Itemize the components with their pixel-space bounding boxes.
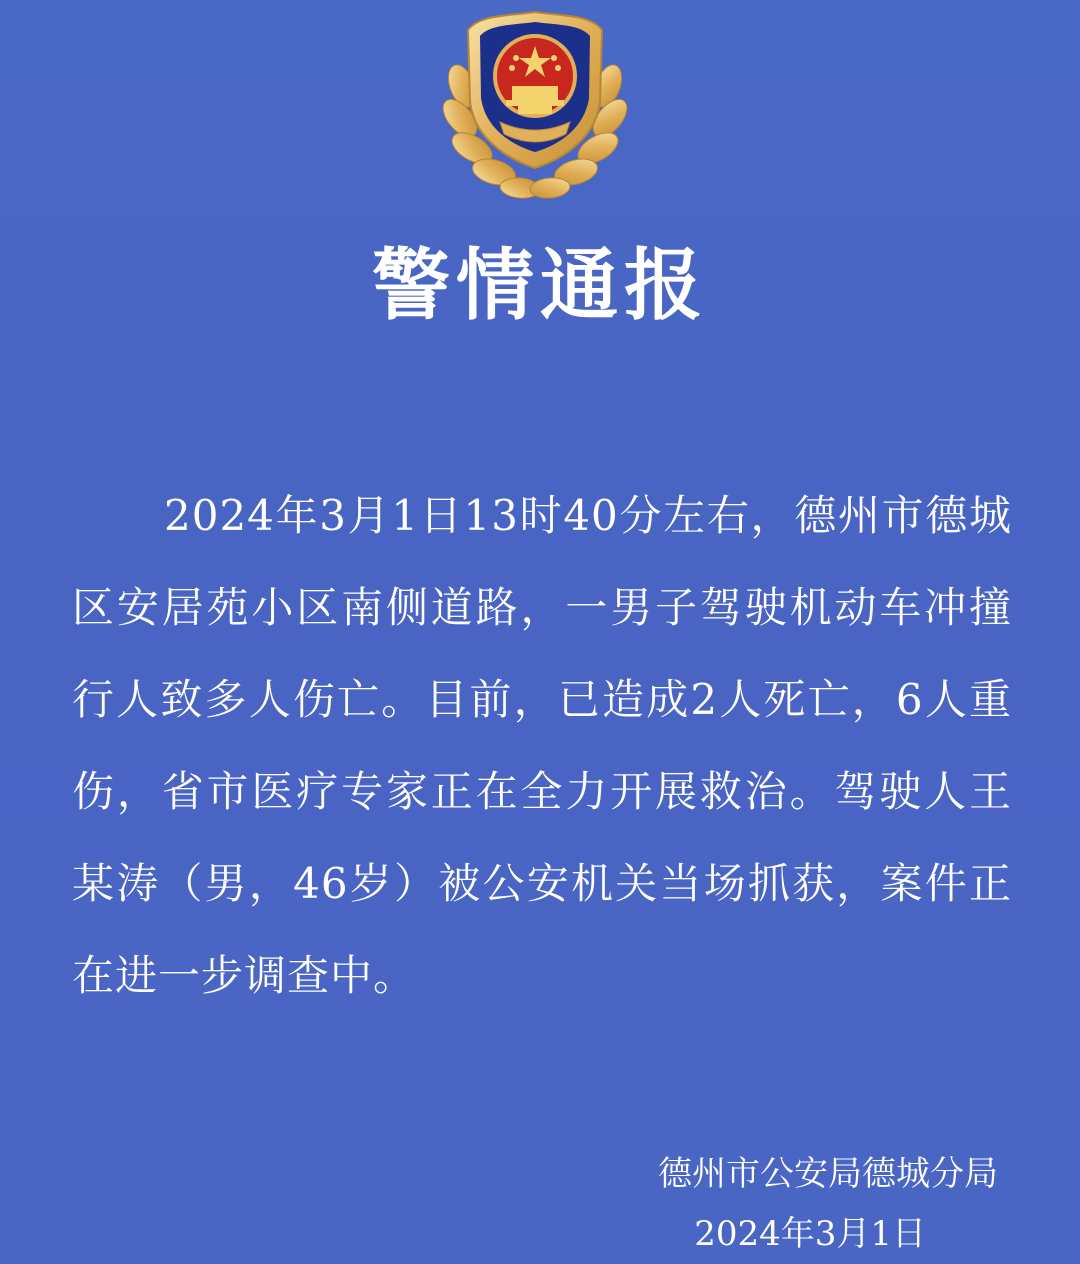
notice-title: 警情通报 [371, 241, 708, 331]
issue-date: 2024年3月1日 [694, 1214, 926, 1254]
signature-block [658, 1144, 998, 1264]
notice-body: 2024年3月1日13时40分左右，德州市德城区安居苑小区南侧道路，一男子驾驶机动车冲撞行人致多人伤亡。目前，已造成2人死亡，6人重伤，省市医疗专家正在全力开展救治。驾驶人王某涛（男，46岁）被公安机关当场抓获，案件正在进一步调查中。 [72, 491, 1012, 1000]
police-emblem-icon [440, 6, 630, 202]
issuer-name: 德州市公安局德城分局 [658, 1154, 998, 1194]
